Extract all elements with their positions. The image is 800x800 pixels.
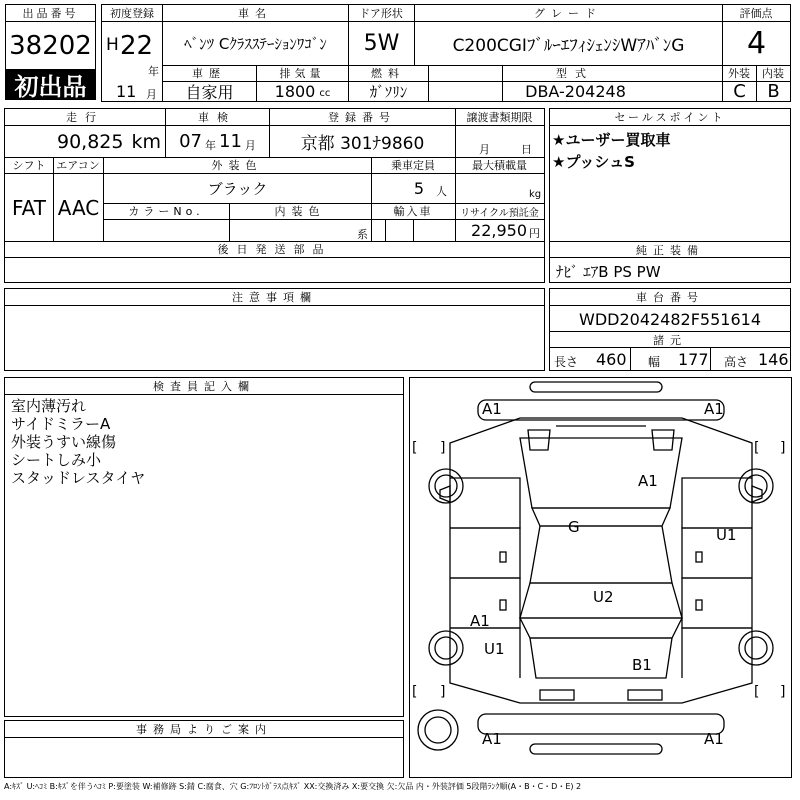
plate-value: 京都 301ﾅ9860 <box>300 134 425 154</box>
inspector-note: シートしみ小 <box>11 451 102 469</box>
office-notice-label: 事務局よりご案内 <box>5 721 403 738</box>
interior-value: B <box>767 82 780 101</box>
height-label: 高さ <box>724 355 749 369</box>
car-name-label: 車名 <box>238 7 272 20</box>
history-value: 自家用 <box>185 83 234 101</box>
recycle-label: リサイクル預託金 <box>460 207 539 219</box>
damage-code-left-front-door: A1 <box>470 612 490 630</box>
displacement-cell <box>257 82 348 101</box>
ext-color-value: ブラック <box>207 180 268 198</box>
recycle-cell <box>456 220 544 241</box>
damage-code-right-side: U1 <box>716 526 737 544</box>
first-reg-month: 11 <box>116 82 137 101</box>
month-unit: 月 <box>146 88 157 101</box>
bracket-right-rear-close: ] <box>780 684 786 700</box>
bracket-left-rear-close: ] <box>440 684 446 700</box>
int-color-label: 内装色 <box>274 205 326 218</box>
load-label: 最大積載量 <box>472 159 527 172</box>
mileage-label: 走行 <box>66 111 104 124</box>
equipment-value: ﾅﾋﾞ ｴｱB PS PW <box>556 263 661 281</box>
equipment-label: 純正装備 <box>550 242 790 258</box>
sales-point-label: セールスポイント <box>550 109 790 126</box>
interior-label: 内装 <box>762 67 784 80</box>
lot-number-value: 38202 <box>9 31 92 61</box>
displacement-unit: cc <box>319 88 331 99</box>
legend-text: A:ｷｽﾞ U:ﾍｺﾐ B:ｷｽﾞを伴うﾍｺﾐ P:要塗装 W:補修跡 S:錆 C:腐食、穴 G:ﾌﾛﾝﾄｶﾞﾗｽ点ｷｽﾞ XX:交換済み X:要交換 欠:欠品 内・外装評価 5段階ﾗﾝｸ順(A・B・C・D・E) 2 <box>4 782 582 791</box>
inspection-month-unit: 月 <box>244 138 256 152</box>
capacity-cell <box>372 174 455 203</box>
first-reg-year: 22 <box>120 31 154 61</box>
chassis-value: WDD2042482F551614 <box>579 309 761 329</box>
damage-code-roof: G <box>568 518 580 536</box>
exterior-value: C <box>733 82 746 101</box>
mileage-value: 90,825 <box>57 130 124 153</box>
door-label: ドア形状 <box>359 7 403 20</box>
width-label: 幅 <box>648 355 661 369</box>
inspection-label: 車検 <box>198 111 236 124</box>
capacity-value: 5 <box>413 179 424 198</box>
shift-label: シフト <box>12 159 46 172</box>
width-value: 177 <box>678 350 709 369</box>
bracket-right-rear: [ <box>754 684 760 700</box>
office-notice-box <box>4 720 404 778</box>
load-unit: kg <box>529 189 542 200</box>
car-diagram-box <box>409 377 792 778</box>
transfer-day-unit: 日 <box>521 143 532 156</box>
inspector-notes-box <box>4 377 404 717</box>
bracket-left-front-close: ] <box>440 440 446 456</box>
damage-code-rear: B1 <box>632 656 652 674</box>
damage-code-center: U2 <box>593 588 614 606</box>
inspector-notes-label: 検査員記入欄 <box>5 378 403 395</box>
damage-code-rear-right: A1 <box>704 730 724 748</box>
door-value: 5W <box>363 31 400 56</box>
score-value: 4 <box>746 26 767 61</box>
year-unit: 年 <box>148 65 159 78</box>
fuel-value: ｶﾞｿﾘﾝ <box>369 83 408 101</box>
model-value: DBA-204248 <box>525 82 626 101</box>
inspection-month: 11 <box>219 131 242 152</box>
lot-number-box <box>5 4 96 100</box>
inspection-year-unit: 年 <box>205 138 216 152</box>
capacity-unit: 人 <box>436 184 447 198</box>
fuel-label: 燃料 <box>371 67 405 80</box>
height-value: 146 <box>758 350 789 369</box>
damage-code-front-right: A1 <box>704 400 724 418</box>
shift-value: FAT <box>11 195 46 220</box>
chassis-label: 車台番号 <box>550 289 790 306</box>
ac-value: AAC <box>57 195 100 220</box>
inspection-year: 07 <box>179 131 202 152</box>
later-parts-label: 後日発送部品 <box>217 243 332 256</box>
sales-point-line-2: ★プッシュS <box>552 153 635 171</box>
ext-color-label: 外装色 <box>211 159 263 172</box>
bracket-left-rear: [ <box>412 684 418 700</box>
inspector-note: 室内薄汚れ <box>11 397 87 415</box>
model-label: 型式 <box>556 67 594 80</box>
bracket-right-front: [ <box>754 440 760 456</box>
damage-code-hood: A1 <box>638 472 658 490</box>
damage-code-rear-left: A1 <box>482 730 502 748</box>
int-color-unit: 系 <box>357 228 368 241</box>
transfer-month-unit: 月 <box>479 143 490 156</box>
displacement-value: 1800 <box>274 82 316 101</box>
import-label: 輸入車 <box>393 205 433 218</box>
dims-label: 諸元 <box>550 332 790 348</box>
lot-number-label: 出品番号 <box>6 5 95 22</box>
mileage-unit: km <box>131 130 161 153</box>
damage-code-left-rear-door: U1 <box>484 640 505 658</box>
bracket-right-front-close: ] <box>780 440 786 456</box>
caution-notes-box <box>4 288 545 371</box>
score-label: 評価点 <box>739 7 773 20</box>
recycle-value: 22,950 <box>471 221 527 240</box>
sales-point-line-1: ★ユーザー買取車 <box>552 131 671 149</box>
grade-value: C200CGIﾌﾞﾙｰｴﾌｨｼｪﾝｼWｱﾊﾞﾝG <box>452 36 685 56</box>
transfer-label: 譲渡書類期限 <box>466 111 533 124</box>
car-name-value: ﾍﾞﾝﾂ Cｸﾗｽｽﾃｰｼｮﾝﾜｺﾞﾝ <box>184 35 327 53</box>
chassis-box <box>549 288 791 371</box>
vehicle-header-box <box>101 4 791 102</box>
damage-code-front-left: A1 <box>482 400 502 418</box>
length-label: 長さ <box>554 355 579 369</box>
sales-point-box <box>549 108 791 283</box>
color-no-label: カラーNo. <box>128 205 204 218</box>
recycle-unit: 円 <box>529 226 540 240</box>
first-reg-label: 初度登録 <box>110 7 154 20</box>
caution-notes-label: 注意事項欄 <box>5 289 544 306</box>
displacement-label: 排気量 <box>279 67 325 80</box>
grade-label: グレード <box>534 7 602 20</box>
mileage-cell <box>5 126 165 157</box>
inspection-cell <box>166 126 269 157</box>
exterior-label: 外装 <box>728 67 750 80</box>
inspector-note: サイドミラーA <box>11 415 111 433</box>
capacity-label: 乗車定員 <box>391 159 435 172</box>
first-listing-badge: 初出品 <box>6 69 95 99</box>
bracket-left-front: [ <box>412 440 418 456</box>
inspector-note: 外装うすい線傷 <box>11 433 117 451</box>
car-body-diagram <box>410 378 791 777</box>
plate-label: 登録番号 <box>328 111 396 124</box>
vehicle-detail-box <box>4 108 545 283</box>
inspector-notes-list <box>11 397 145 487</box>
length-value: 460 <box>596 350 627 369</box>
inspector-note: スタッドレスタイヤ <box>11 469 146 487</box>
era-prefix: H <box>106 35 119 55</box>
history-label: 車歴 <box>192 67 226 80</box>
ac-label: エアコン <box>56 159 100 172</box>
